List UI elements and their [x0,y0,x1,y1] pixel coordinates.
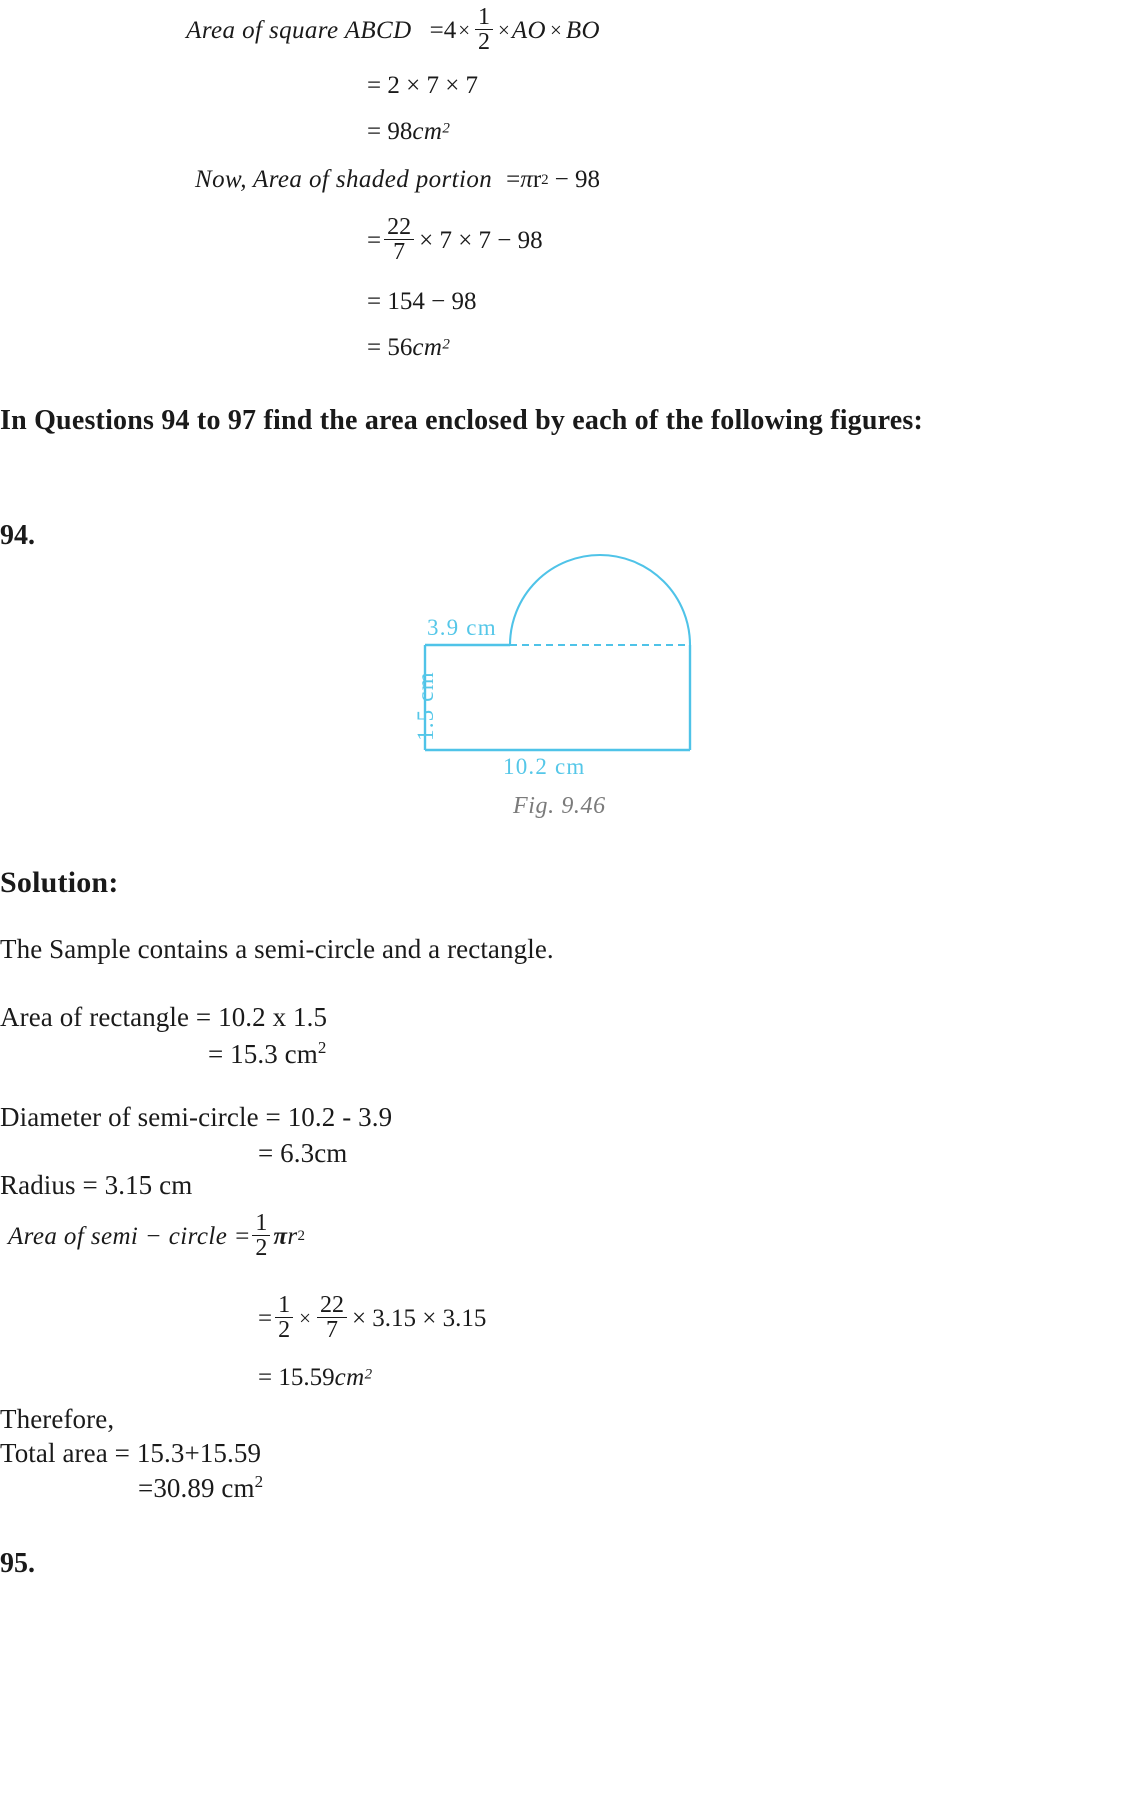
question-number-95: 95. [0,1548,35,1579]
times-sign: × [498,18,510,43]
term-ao: AO [511,16,547,44]
figure-label-bottom: 10.2 cm [503,754,586,779]
unit-cm: cm [334,1364,365,1391]
therefore-line: Therefore, [0,1404,115,1434]
equation-2x7x7: = 2 × 7 × 7 [367,72,479,99]
fraction-one-half [475,5,493,55]
equation-label-shaded-portion: Now, Area of shaded portion [195,166,493,193]
fraction-numerator: 22 [319,1292,344,1318]
figure-caption: Fig. 9.46 [513,793,606,819]
radius-line: Radius = 3.15 cm [0,1170,193,1200]
figure-9-46 [395,545,725,830]
diameter-line-2: = 6.3cm [258,1138,348,1168]
rectangle-area-line-2 [208,1038,326,1070]
exponent-2: 2 [541,171,549,188]
semicircle-area-value: = 15.59 [258,1364,335,1391]
fraction-numerator: 1 [278,1292,291,1318]
fraction-numerator: 22 [387,214,412,240]
unit-cm: cm [412,334,443,361]
equation-semicircle-result [258,1364,372,1392]
equation-label-area-square: Area of square ABCD [186,16,412,44]
exponent-2: 2 [317,1038,327,1057]
fraction-denominator: 2 [252,1235,270,1260]
equation-area-semicircle [8,1212,305,1262]
coefficient-4: 4 [443,16,457,44]
total-area-line-2 [138,1472,263,1504]
pi-symbol: π [520,166,533,193]
equals-sign: = [367,226,382,254]
fraction-denominator: 2 [275,1317,293,1342]
total-area-value: =30.89 cm [138,1473,255,1503]
times-sign: × [458,18,471,43]
fraction-denominator: 7 [317,1317,347,1342]
equation-154-minus-98: = 154 − 98 [367,288,477,315]
fraction-denominator: 2 [475,29,493,54]
equals-sign: = [258,1304,273,1332]
fraction-numerator: 1 [255,1210,268,1236]
rectangle-area-value: = 15.3 cm [208,1039,318,1069]
solution-heading: Solution: [0,866,119,899]
equation-area-square-abcd [0,6,600,56]
exponent-2: 2 [442,120,450,137]
exponent-2: 2 [364,1366,373,1383]
equation-98-prefix: = 98 [367,118,413,145]
pi-symbol: π [273,1222,288,1250]
exponent-2: 2 [254,1472,264,1491]
solution-intro: The Sample contains a semi-circle and a rectangle. [0,934,554,964]
radius-symbol: r [532,166,542,193]
times-sign: × [550,18,562,43]
exponent-2: 2 [297,1228,306,1245]
equation-remainder: × 7 × 7 − 98 [419,226,543,254]
instruction-heading: In Questions 94 to 97 find the area enclosed by each of the following figures: [0,405,924,436]
equation-22-over-7 [367,216,543,266]
rectangle-area-line-1: Area of rectangle = 10.2 x 1.5 [0,1002,328,1032]
equation-56-prefix: = 56 [367,334,413,361]
minus-98: − 98 [554,166,600,193]
equation-98cm2 [367,118,450,146]
unit-cm: cm [412,118,443,145]
question-number-94: 94. [0,520,35,551]
radius-symbol: r [287,1222,298,1250]
semicircle-arc [510,555,690,645]
figure-shape-svg [395,545,725,775]
figure-label-left: 1.5 cm [413,671,438,741]
equation-semicircle-substituted [258,1294,486,1344]
fraction-22-over-7 [317,1293,347,1343]
exponent-2: 2 [442,336,450,353]
equals-sign: = [235,1222,250,1250]
equals-sign: = [429,16,444,44]
diameter-line-1: Diameter of semi-circle = 10.2 - 3.9 [0,1102,393,1132]
fraction-denominator: 7 [384,239,414,264]
term-bo: BO [565,16,600,44]
fraction-one-half [275,1293,293,1343]
fraction-one-half [252,1211,270,1261]
equation-56cm2 [367,334,450,362]
total-area-line-1: Total area = 15.3+15.59 [0,1438,262,1468]
equation-label-area-semicircle: Area of semi − circle [8,1222,228,1250]
equation-shaded-portion [0,166,600,194]
equation-remainder: × 3.15 × 3.15 [351,1304,487,1332]
times-sign: × [299,1306,311,1331]
equals-sign: = [506,166,521,193]
figure-label-top: 3.9 cm [427,615,497,640]
fraction-numerator: 1 [478,4,491,30]
fraction-22-over-7 [384,215,414,265]
